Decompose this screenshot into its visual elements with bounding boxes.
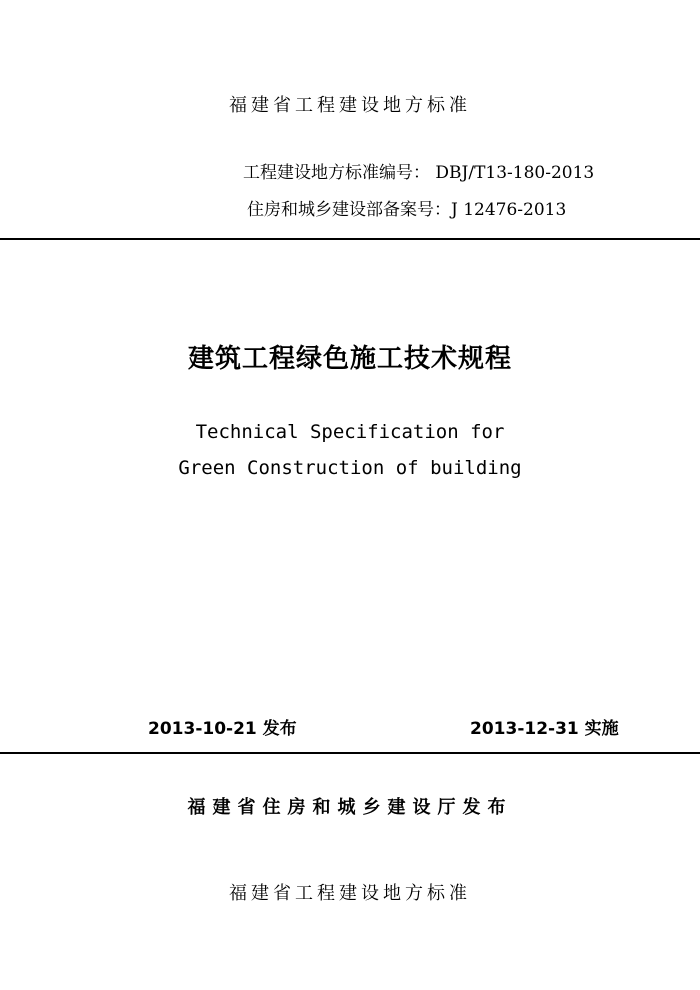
document-title-chinese: 建筑工程绿色施工技术规程 xyxy=(187,344,512,374)
issue-date: 2013-10-21 发布 xyxy=(148,719,297,739)
standard-number: 工程建设地方标准编号： DBJ/T13-180-2013 xyxy=(243,163,595,183)
filing-number: 住房和城乡建设部备案号：J 12476-2013 xyxy=(247,200,567,220)
top-divider xyxy=(0,238,700,240)
document-title-english-line1: Technical Specification for xyxy=(195,421,505,443)
standard-series-header: 福建省工程建设地方标准 xyxy=(229,95,471,116)
standard-series-footer: 福建省工程建设地方标准 xyxy=(229,883,471,904)
document-title-english-line2: Green Construction of building xyxy=(178,457,522,479)
publisher: 福建省住房和城乡建设厅发布 xyxy=(187,797,513,818)
effective-date: 2013-12-31 实施 xyxy=(470,719,619,739)
bottom-divider xyxy=(0,752,700,754)
